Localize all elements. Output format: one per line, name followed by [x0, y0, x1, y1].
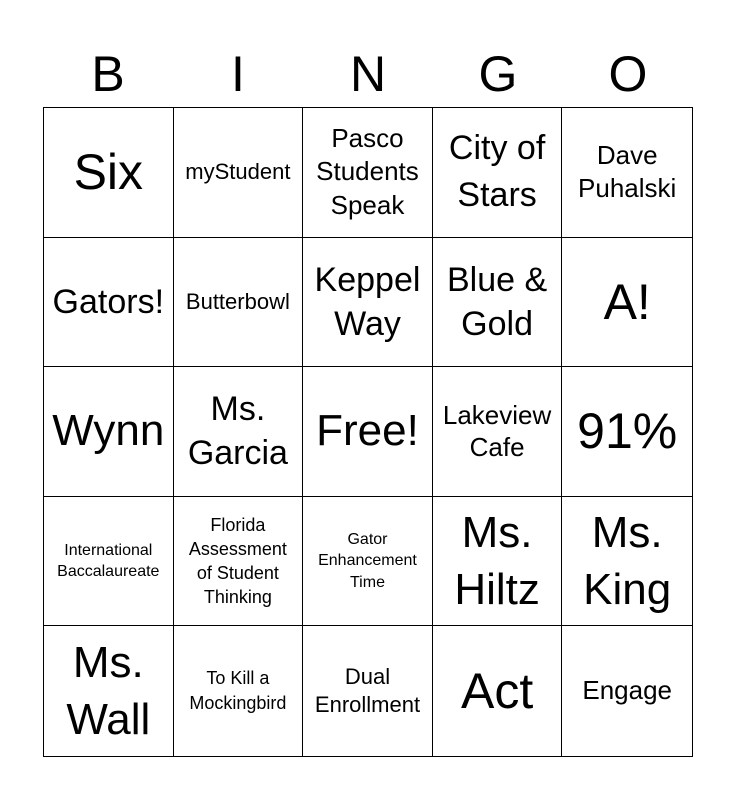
cell-text: Free! [316, 406, 419, 456]
cell-text: A! [603, 273, 651, 330]
bingo-cell[interactable] [44, 238, 174, 368]
cell-text: Engage [582, 675, 673, 706]
bingo-board [43, 107, 693, 757]
cell-text: To Kill a Mockingbird [189, 668, 287, 714]
bingo-cell[interactable] [174, 497, 304, 627]
cell-text: Dual Enrollment [314, 663, 421, 718]
bingo-cell[interactable] [562, 108, 692, 238]
header-letter-n: N [349, 46, 387, 102]
cell-text: Butterbowl [185, 289, 290, 315]
bingo-cell[interactable] [303, 238, 433, 368]
cell-text: myStudent [185, 159, 291, 185]
header-letter-g: G [478, 46, 518, 102]
cell-text: Act [460, 663, 534, 720]
cell-text: Gators! [52, 282, 165, 321]
bingo-cell[interactable] [433, 108, 563, 238]
header-letter-i: I [231, 46, 245, 102]
cell-text: Ms. King [583, 507, 672, 615]
bingo-header [43, 40, 693, 108]
bingo-cell[interactable] [433, 497, 563, 627]
cell-text: Ms. Hiltz [454, 507, 540, 615]
cell-text: 91% [577, 403, 678, 460]
header-letter-b: B [91, 46, 125, 102]
bingo-cell[interactable] [303, 367, 433, 497]
bingo-cell[interactable] [303, 626, 433, 756]
header-letter-o: O [608, 46, 648, 102]
cell-text: International Baccalaureate [57, 541, 160, 581]
bingo-cell[interactable] [562, 238, 692, 368]
cell-text: Dave Puhalski [578, 139, 677, 204]
bingo-cell[interactable] [433, 238, 563, 368]
cell-text: Ms. Wall [66, 638, 151, 745]
cell-text: Florida Assessment of Student Thinking [188, 514, 287, 608]
bingo-cell[interactable] [44, 367, 174, 497]
bingo-cell[interactable] [303, 108, 433, 238]
cell-text: Ms. Garcia [187, 390, 288, 473]
cell-text: Wynn [52, 406, 165, 456]
cell-text: Six [73, 144, 144, 201]
bingo-cell[interactable] [562, 367, 692, 497]
cell-text: Lakeview Cafe [442, 399, 552, 463]
bingo-cell[interactable] [44, 497, 174, 627]
bingo-cell[interactable] [44, 108, 174, 238]
bingo-cell[interactable] [174, 238, 304, 368]
bingo-cell[interactable] [562, 626, 692, 756]
bingo-cell[interactable] [174, 108, 304, 238]
cell-text: Keppel Way [314, 260, 421, 343]
bingo-cell[interactable] [174, 626, 304, 756]
bingo-cell[interactable] [44, 626, 174, 756]
cell-text: City of Stars [448, 128, 546, 215]
bingo-cell[interactable] [174, 367, 304, 497]
bingo-cell[interactable] [433, 626, 563, 756]
bingo-cell[interactable] [303, 497, 433, 627]
bingo-cell[interactable] [433, 367, 563, 497]
cell-text: Blue & Gold [447, 260, 548, 343]
cell-text: Gator Enhancement Time [318, 530, 417, 591]
cell-text: Pasco Students Speak [316, 122, 419, 221]
bingo-cell[interactable] [562, 497, 692, 627]
